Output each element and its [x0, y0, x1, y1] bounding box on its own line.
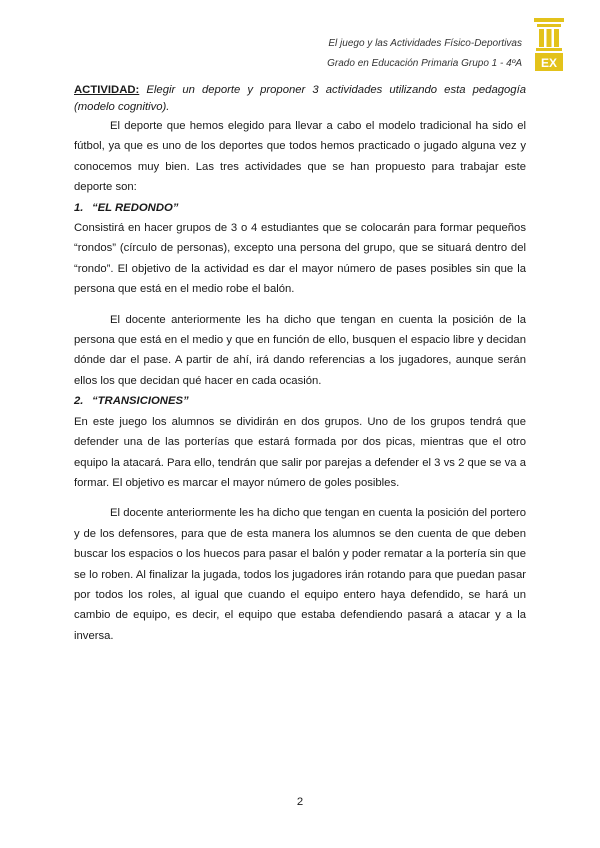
intro-paragraph: El deporte que hemos elegido para llevar a cabo el modelo tradicional ha sido el fútbol, ya que es uno de los deportes que todos hemos practicado o jugado alguna vez y conocemos muy bien. Las tres actividades que se han propuesto para trabajar este deporte son:	[74, 120, 526, 194]
section-title: “EL REDONDO”	[92, 201, 179, 214]
header-group-info: Grado en Educación Primaria Grupo 1 - 4ºA	[327, 58, 522, 69]
section-heading-redondo	[74, 198, 526, 218]
uex-logo	[532, 17, 566, 73]
svg-text:EX: EX	[540, 56, 558, 70]
redondo-paragraph-1: Consistirá en hacer grupos de 3 o 4 estudiantes que se colocarán para formar pequeños “rondos” (círculo de personas), excepto una persona del grupo, que se situará dentro del “rondo”. El objetivo de la actividad es dar el mayor número de pases posibles sin que la persona que está en el medio robe el balón.	[74, 222, 526, 296]
page-number: 2	[296, 796, 304, 808]
transiciones-paragraph-1: En este juego los alumnos se dividirán en dos grupos. Uno de los grupos tendrá que defender una de las porterías que estará formada por dos picas, mientras que el otro equipo la atacará. Para ello, tendrán que salir por parejas a defender el 3 vs 2 que se va a formar. El objetivo es marcar el mayor número de goles posibles.	[74, 415, 526, 489]
transiciones-paragraph-2: El docente anteriormente les ha dicho que tengan en cuenta la posición del portero y de los defensores, para que de esta manera los alumnos se den cuenta de que deben buscar los espacios o los huecos para pasar el balón y poder rematar a la portería sin que se lo roben. Al finalizar la jugada, todos los jugadores irán rotando para que puedan pasar por todos los roles, al igual que cuando el equipo entero haya defendido, se hará un cambio de equipo, es decir, el equipo que estaba defendiendo pasará a atacar y a la inversa.	[74, 507, 526, 642]
section-number: 2.	[74, 395, 84, 408]
activity-statement	[74, 82, 526, 116]
activity-label: ACTIVIDAD:	[74, 84, 140, 96]
redondo-paragraph-2: El docente anteriormente les ha dicho que tengan en cuenta la posición de la persona que está en el medio y que en función de ello, busquen el espacio libre y decidan dónde dar el pase. A partir de ahí, irá dando referencias a los jugadores, aunque serán ellos los que decidan qué hacer en cada ocasión.	[74, 313, 526, 387]
section-number: 1.	[74, 201, 84, 214]
section-title: “TRANSICIONES”	[92, 395, 189, 408]
section-heading-transiciones	[74, 391, 526, 411]
page-header	[327, 34, 522, 74]
activity-text: Elegir un deporte y proponer 3 actividades utilizando esta pedagogía (modelo cognitivo).	[74, 84, 527, 113]
header-course-title: El juego y las Actividades Físico-Deportivas	[328, 38, 522, 49]
document-body	[74, 82, 526, 646]
